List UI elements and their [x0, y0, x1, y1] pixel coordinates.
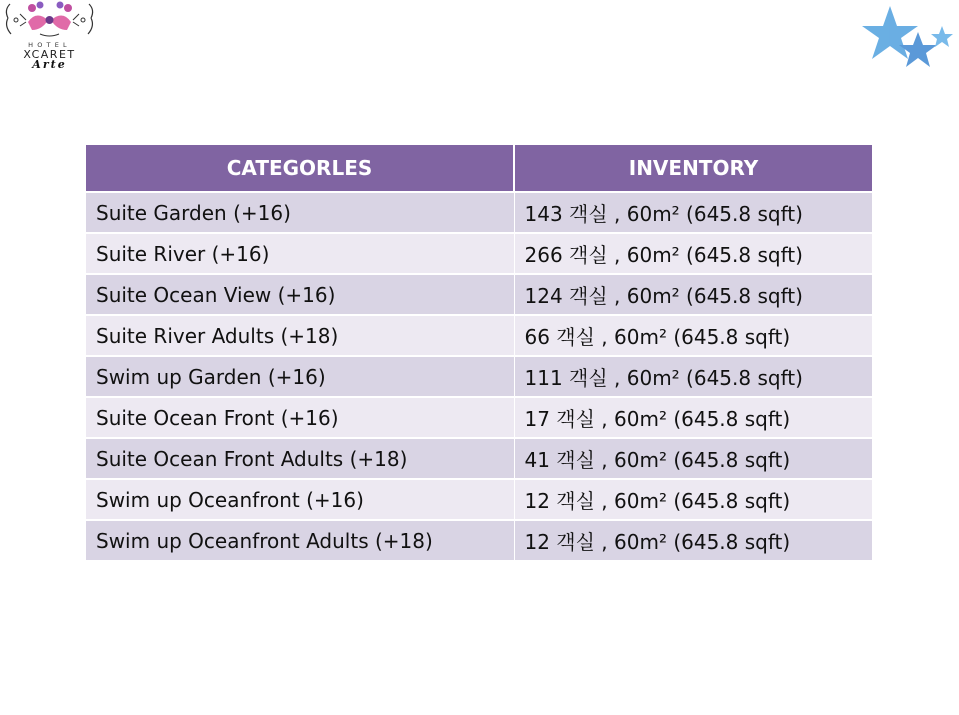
inventory-cell: 124 객실 , 60m² (645.8 sqft)	[514, 274, 872, 315]
inventory-table	[86, 145, 872, 562]
table-row	[86, 520, 872, 561]
inventory-cell: 111 객실 , 60m² (645.8 sqft)	[514, 356, 872, 397]
table-row	[86, 438, 872, 479]
table-row	[86, 274, 872, 315]
hotel-xcaret-arte-logo	[2, 0, 97, 72]
logo-xcaret-text: XCARET	[23, 48, 76, 61]
category-cell: Swim up Oceanfront (+16)	[86, 479, 514, 520]
table-row	[86, 315, 872, 356]
inventory-cell: 12 객실 , 60m² (645.8 sqft)	[514, 520, 872, 561]
category-cell: Suite Ocean Front (+16)	[86, 397, 514, 438]
inventory-cell: 17 객실 , 60m² (645.8 sqft)	[514, 397, 872, 438]
table-row	[86, 397, 872, 438]
inventory-cell: 12 객실 , 60m² (645.8 sqft)	[514, 479, 872, 520]
table-header-row	[86, 145, 872, 192]
table-row	[86, 192, 872, 233]
inventory-cell: 143 객실 , 60m² (645.8 sqft)	[514, 192, 872, 233]
category-cell: Suite River Adults (+18)	[86, 315, 514, 356]
inventory-cell: 66 객실 , 60m² (645.8 sqft)	[514, 315, 872, 356]
table-row	[86, 233, 872, 274]
category-cell: Swim up Garden (+16)	[86, 356, 514, 397]
header-inventory: INVENTORY	[514, 145, 872, 192]
category-cell: Suite Garden (+16)	[86, 192, 514, 233]
header-categories: CATEGORLES	[86, 145, 514, 192]
inventory-cell: 41 객실 , 60m² (645.8 sqft)	[514, 438, 872, 479]
category-cell: Suite Ocean Front Adults (+18)	[86, 438, 514, 479]
logo-emblem-icon	[2, 0, 97, 40]
category-cell: Suite Ocean View (+16)	[86, 274, 514, 315]
table-row	[86, 356, 872, 397]
inventory-cell: 266 객실 , 60m² (645.8 sqft)	[514, 233, 872, 274]
logo-hotel-text: HOTEL	[28, 41, 71, 49]
category-cell: Swim up Oceanfront Adults (+18)	[86, 520, 514, 561]
category-cell: Suite River (+16)	[86, 233, 514, 274]
table-row	[86, 479, 872, 520]
logo-arte-text: Arte	[32, 58, 67, 71]
blue-stars-icon	[858, 4, 956, 79]
